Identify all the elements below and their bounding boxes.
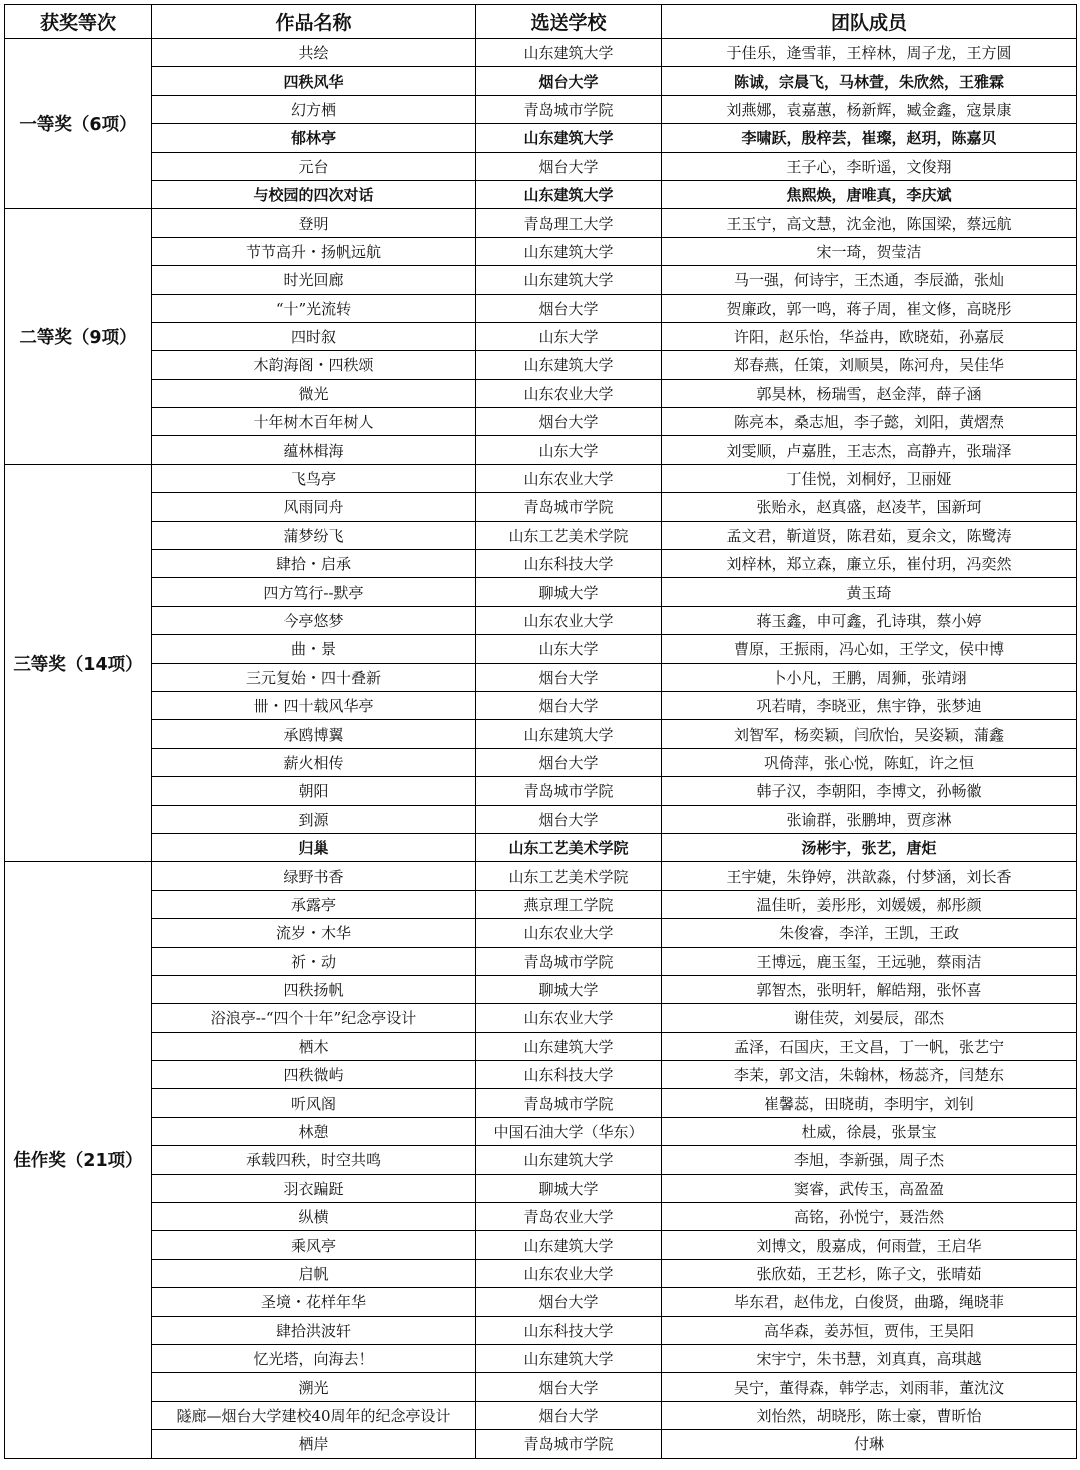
team-members-cell: 郑春燕，任策，刘顺昊，陈河舟，吴佳华 <box>662 351 1077 379</box>
team-members-cell: 刘博文，殷嘉成，何雨萱，王启华 <box>662 1231 1077 1259</box>
school-cell: 山东农业大学 <box>476 1259 662 1287</box>
table-row <box>5 947 1077 975</box>
work-name-cell: 溯光 <box>152 1373 476 1401</box>
table-row <box>5 663 1077 691</box>
team-members-cell: 王子心，李昕遥，文俊翔 <box>662 152 1077 180</box>
table-row <box>5 294 1077 322</box>
work-name-cell: 圣境・花样年华 <box>152 1288 476 1316</box>
team-members-cell: 刘怡然，胡晓彤，陈士豪，曹昕怡 <box>662 1401 1077 1429</box>
work-name-cell: 微光 <box>152 379 476 407</box>
team-members-cell: 李茉，郭文洁，朱翰林，杨蕊齐，闫楚东 <box>662 1061 1077 1089</box>
school-cell: 山东工艺美术学院 <box>476 521 662 549</box>
work-name-cell: 肆拾・启承 <box>152 550 476 578</box>
team-members-cell: 焦熙焕，唐唯真，李庆斌 <box>662 180 1077 208</box>
team-members-cell: 付琳 <box>662 1430 1077 1458</box>
school-cell: 山东农业大学 <box>476 464 662 492</box>
work-name-cell: 蕴林楫海 <box>152 436 476 464</box>
table-row <box>5 266 1077 294</box>
table-row <box>5 521 1077 549</box>
work-name-cell: 四秩扬帆 <box>152 975 476 1003</box>
table-row <box>5 777 1077 805</box>
work-name-cell: 林憩 <box>152 1117 476 1145</box>
award-grade-cell: 三等奖（14项） <box>5 464 152 861</box>
team-members-cell: 吴宁，董得森，韩学志，刘雨菲，董沈汶 <box>662 1373 1077 1401</box>
table-row <box>5 95 1077 123</box>
award-grade-cell: 佳作奖（21项） <box>5 862 152 1458</box>
table-row <box>5 39 1077 67</box>
team-members-cell: 郭昊林，杨瑞雪，赵金萍，薛子涵 <box>662 379 1077 407</box>
team-members-cell: 朱俊睿，李洋，王凯，王政 <box>662 919 1077 947</box>
team-members-cell: 张谕群，张鹏坤，贾彦淋 <box>662 805 1077 833</box>
table-row <box>5 237 1077 265</box>
table-row <box>5 408 1077 436</box>
table-row <box>5 862 1077 890</box>
school-cell: 山东农业大学 <box>476 606 662 634</box>
school-cell: 山东大学 <box>476 322 662 350</box>
team-members-cell: 李旭，李新强，周子杰 <box>662 1146 1077 1174</box>
school-cell: 燕京理工学院 <box>476 890 662 918</box>
school-cell: 青岛城市学院 <box>476 777 662 805</box>
table-row <box>5 67 1077 95</box>
team-members-cell: 黄玉琦 <box>662 578 1077 606</box>
table-row <box>5 1316 1077 1344</box>
school-cell: 山东大学 <box>476 436 662 464</box>
work-name-cell: 时光回廊 <box>152 266 476 294</box>
team-members-cell: 宋宇宁，朱书慧，刘真真，高琪越 <box>662 1344 1077 1372</box>
work-name-cell: 与校园的四次对话 <box>152 180 476 208</box>
header-school: 选送学校 <box>476 5 662 39</box>
team-members-cell: 陈亮本，桑志旭，李子懿，刘阳，黄熠焘 <box>662 408 1077 436</box>
school-cell: 烟台大学 <box>476 1401 662 1429</box>
school-cell: 烟台大学 <box>476 294 662 322</box>
table-row <box>5 805 1077 833</box>
table-row <box>5 1259 1077 1287</box>
school-cell: 山东农业大学 <box>476 919 662 947</box>
table-row <box>5 351 1077 379</box>
work-name-cell: 隧廊—烟台大学建校40周年的纪念亭设计 <box>152 1401 476 1429</box>
team-members-cell: 张贻永，赵真盛，赵凌芊，国新珂 <box>662 493 1077 521</box>
work-name-cell: 共绘 <box>152 39 476 67</box>
team-members-cell: 陈诚，宗晨飞，马林萱，朱欣然，王雅霖 <box>662 67 1077 95</box>
school-cell: 青岛城市学院 <box>476 947 662 975</box>
header-work: 作品名称 <box>152 5 476 39</box>
table-row <box>5 720 1077 748</box>
work-name-cell: 归巢 <box>152 833 476 861</box>
team-members-cell: 巩若晴，李晓亚，焦宇铮，张梦迪 <box>662 691 1077 719</box>
work-name-cell: 卌・四十载风华亭 <box>152 691 476 719</box>
team-members-cell: 谢佳荧，刘晏辰，邵杰 <box>662 1004 1077 1032</box>
school-cell: 烟台大学 <box>476 408 662 436</box>
team-members-cell: 韩子汉，李朝阳，李博文，孙畅徽 <box>662 777 1077 805</box>
team-members-cell: 郭智杰，张明轩，解皓翔，张怀喜 <box>662 975 1077 1003</box>
work-name-cell: 木韵海阁・四秩颂 <box>152 351 476 379</box>
work-name-cell: 风雨同舟 <box>152 493 476 521</box>
school-cell: 山东科技大学 <box>476 1316 662 1344</box>
table-row <box>5 691 1077 719</box>
team-members-cell: 蒋玉鑫，申可鑫，孔诗琪，蔡小婷 <box>662 606 1077 634</box>
school-cell: 山东农业大学 <box>476 379 662 407</box>
work-name-cell: 承鸥博翼 <box>152 720 476 748</box>
work-name-cell: 浴浪亭--“四个十年”纪念亭设计 <box>152 1004 476 1032</box>
team-members-cell: 王宇婕，朱铮婷，洪歆淼，付梦涵，刘长香 <box>662 862 1077 890</box>
table-row <box>5 1203 1077 1231</box>
school-cell: 中国石油大学（华东） <box>476 1117 662 1145</box>
work-name-cell: “十”光流转 <box>152 294 476 322</box>
work-name-cell: 听风阁 <box>152 1089 476 1117</box>
work-name-cell: 十年树木百年树人 <box>152 408 476 436</box>
school-cell: 烟台大学 <box>476 805 662 833</box>
school-cell: 青岛理工大学 <box>476 209 662 237</box>
school-cell: 山东大学 <box>476 635 662 663</box>
work-name-cell: 薪火相传 <box>152 748 476 776</box>
table-row <box>5 1401 1077 1429</box>
work-name-cell: 栖岸 <box>152 1430 476 1458</box>
work-name-cell: 启帆 <box>152 1259 476 1287</box>
school-cell: 山东建筑大学 <box>476 1032 662 1060</box>
work-name-cell: 四时叙 <box>152 322 476 350</box>
work-name-cell: 流岁・木华 <box>152 919 476 947</box>
work-name-cell: 郁林亭 <box>152 124 476 152</box>
table-row <box>5 635 1077 663</box>
school-cell: 聊城大学 <box>476 1174 662 1202</box>
header-grade: 获奖等次 <box>5 5 152 39</box>
team-members-cell: 许阳，赵乐怡，华益冉，欧晓茹，孙嘉辰 <box>662 322 1077 350</box>
team-members-cell: 李啸跃，殷梓芸，崔璨，赵玥，陈嘉贝 <box>662 124 1077 152</box>
school-cell: 山东建筑大学 <box>476 39 662 67</box>
team-members-cell: 杜威，徐晨，张景宝 <box>662 1117 1077 1145</box>
table-row <box>5 1174 1077 1202</box>
table-row <box>5 1344 1077 1372</box>
team-members-cell: 窦睿，武传玉，高盈盈 <box>662 1174 1077 1202</box>
school-cell: 聊城大学 <box>476 578 662 606</box>
work-name-cell: 羽衣蹁跹 <box>152 1174 476 1202</box>
team-members-cell: 马一强，何诗宇，王杰通，李辰澔，张灿 <box>662 266 1077 294</box>
school-cell: 山东工艺美术学院 <box>476 862 662 890</box>
work-name-cell: 乘风亭 <box>152 1231 476 1259</box>
school-cell: 烟台大学 <box>476 691 662 719</box>
table-row <box>5 464 1077 492</box>
team-members-cell: 刘燕娜，袁嘉蕙，杨新辉，臧金鑫，寇景康 <box>662 95 1077 123</box>
work-name-cell: 忆光塔，向海去！ <box>152 1344 476 1372</box>
school-cell: 烟台大学 <box>476 663 662 691</box>
team-members-cell: 刘雯顺，卢嘉胜，王志杰，高静卉，张瑞泽 <box>662 436 1077 464</box>
school-cell: 青岛城市学院 <box>476 95 662 123</box>
table-body <box>5 39 1077 1459</box>
team-members-cell: 高铭，孙悦宁，聂浩然 <box>662 1203 1077 1231</box>
work-name-cell: 祈・动 <box>152 947 476 975</box>
team-members-cell: 巩倚萍，张心悦，陈虹，许之恒 <box>662 748 1077 776</box>
team-members-cell: 于佳乐，逄雪菲，王梓林，周子龙，王方圆 <box>662 39 1077 67</box>
work-name-cell: 栖木 <box>152 1032 476 1060</box>
school-cell: 山东工艺美术学院 <box>476 833 662 861</box>
team-members-cell: 丁佳悦，刘桐妤，卫丽娅 <box>662 464 1077 492</box>
table-row <box>5 1231 1077 1259</box>
table-row <box>5 1430 1077 1458</box>
team-members-cell: 刘梓林，郑立森，廉立乐，崔付玥，冯奕然 <box>662 550 1077 578</box>
table-row <box>5 180 1077 208</box>
school-cell: 烟台大学 <box>476 67 662 95</box>
school-cell: 山东建筑大学 <box>476 266 662 294</box>
school-cell: 山东建筑大学 <box>476 1146 662 1174</box>
school-cell: 山东农业大学 <box>476 1004 662 1032</box>
table-row <box>5 1146 1077 1174</box>
team-members-cell: 卜小凡，王鹏，周狮，张靖翊 <box>662 663 1077 691</box>
work-name-cell: 绿野书香 <box>152 862 476 890</box>
table-row <box>5 975 1077 1003</box>
team-members-cell: 曹原，王振雨，冯心如，王学文，侯中博 <box>662 635 1077 663</box>
school-cell: 青岛城市学院 <box>476 1089 662 1117</box>
table-row <box>5 209 1077 237</box>
school-cell: 烟台大学 <box>476 1288 662 1316</box>
table-row <box>5 1061 1077 1089</box>
school-cell: 烟台大学 <box>476 1373 662 1401</box>
school-cell: 青岛城市学院 <box>476 493 662 521</box>
team-members-cell: 汤彬宇，张艺，唐炬 <box>662 833 1077 861</box>
work-name-cell: 今亭悠梦 <box>152 606 476 634</box>
team-members-cell: 温佳昕，姜彤彤，刘媛媛，郝彤颜 <box>662 890 1077 918</box>
table-row <box>5 322 1077 350</box>
work-name-cell: 曲・景 <box>152 635 476 663</box>
work-name-cell: 幻方栖 <box>152 95 476 123</box>
table-row <box>5 578 1077 606</box>
team-members-cell: 孟泽，石国庆，王文昌，丁一帆，张艺宁 <box>662 1032 1077 1060</box>
team-members-cell: 孟文君，靳道贤，陈君茹，夏余文，陈鹭涛 <box>662 521 1077 549</box>
team-members-cell: 毕东君，赵伟龙，白俊贤，曲璐，绳晓菲 <box>662 1288 1077 1316</box>
work-name-cell: 蒲梦纷飞 <box>152 521 476 549</box>
team-members-cell: 刘智军，杨奕颖，闫欣怡，吴姿颖，蒲鑫 <box>662 720 1077 748</box>
work-name-cell: 肆拾洪波轩 <box>152 1316 476 1344</box>
table-row <box>5 1117 1077 1145</box>
table-row <box>5 1373 1077 1401</box>
header-members: 团队成员 <box>662 5 1077 39</box>
school-cell: 烟台大学 <box>476 152 662 180</box>
school-cell: 山东建筑大学 <box>476 1344 662 1372</box>
work-name-cell: 四秩微屿 <box>152 1061 476 1089</box>
team-members-cell: 张欣茹，王艺杉，陈子文，张晴茹 <box>662 1259 1077 1287</box>
work-name-cell: 承露亭 <box>152 890 476 918</box>
work-name-cell: 纵横 <box>152 1203 476 1231</box>
school-cell: 山东科技大学 <box>476 1061 662 1089</box>
table-row <box>5 890 1077 918</box>
award-grade-cell: 一等奖（6项） <box>5 39 152 209</box>
work-name-cell: 元台 <box>152 152 476 180</box>
work-name-cell: 登明 <box>152 209 476 237</box>
school-cell: 烟台大学 <box>476 748 662 776</box>
school-cell: 青岛农业大学 <box>476 1203 662 1231</box>
school-cell: 山东科技大学 <box>476 550 662 578</box>
table-row <box>5 379 1077 407</box>
school-cell: 山东建筑大学 <box>476 1231 662 1259</box>
table-row <box>5 1004 1077 1032</box>
awards-table <box>4 4 1077 1459</box>
work-name-cell: 三元复始・四十叠新 <box>152 663 476 691</box>
table-row <box>5 124 1077 152</box>
table-row <box>5 1288 1077 1316</box>
table-row <box>5 436 1077 464</box>
work-name-cell: 飞鸟亭 <box>152 464 476 492</box>
table-row <box>5 152 1077 180</box>
work-name-cell: 朝阳 <box>152 777 476 805</box>
school-cell: 山东建筑大学 <box>476 720 662 748</box>
team-members-cell: 崔馨蕊，田晓萌，李明宇，刘钊 <box>662 1089 1077 1117</box>
school-cell: 山东建筑大学 <box>476 180 662 208</box>
award-grade-cell: 二等奖（9项） <box>5 209 152 465</box>
work-name-cell: 四方笃行--默亭 <box>152 578 476 606</box>
table-row <box>5 919 1077 947</box>
table-row <box>5 493 1077 521</box>
team-members-cell: 贺廉政，郭一鸣，蒋子周，崔文修，高晓彤 <box>662 294 1077 322</box>
table-row <box>5 1089 1077 1117</box>
table-row <box>5 748 1077 776</box>
team-members-cell: 高华森，姜苏恒，贾伟，王昊阳 <box>662 1316 1077 1344</box>
school-cell: 山东建筑大学 <box>476 351 662 379</box>
work-name-cell: 承载四秩，时空共鸣 <box>152 1146 476 1174</box>
team-members-cell: 王博远，鹿玉玺，王远驰，蔡雨洁 <box>662 947 1077 975</box>
school-cell: 山东建筑大学 <box>476 124 662 152</box>
school-cell: 青岛城市学院 <box>476 1430 662 1458</box>
school-cell: 山东建筑大学 <box>476 237 662 265</box>
work-name-cell: 到源 <box>152 805 476 833</box>
header-row <box>5 5 1077 39</box>
school-cell: 聊城大学 <box>476 975 662 1003</box>
table-row <box>5 606 1077 634</box>
work-name-cell: 节节高升・扬帆远航 <box>152 237 476 265</box>
team-members-cell: 宋一琦，贺莹洁 <box>662 237 1077 265</box>
work-name-cell: 四秩风华 <box>152 67 476 95</box>
table-row <box>5 1032 1077 1060</box>
table-row <box>5 550 1077 578</box>
table-row <box>5 833 1077 861</box>
team-members-cell: 王玉宁，高文慧，沈金池，陈国梁，蔡远航 <box>662 209 1077 237</box>
